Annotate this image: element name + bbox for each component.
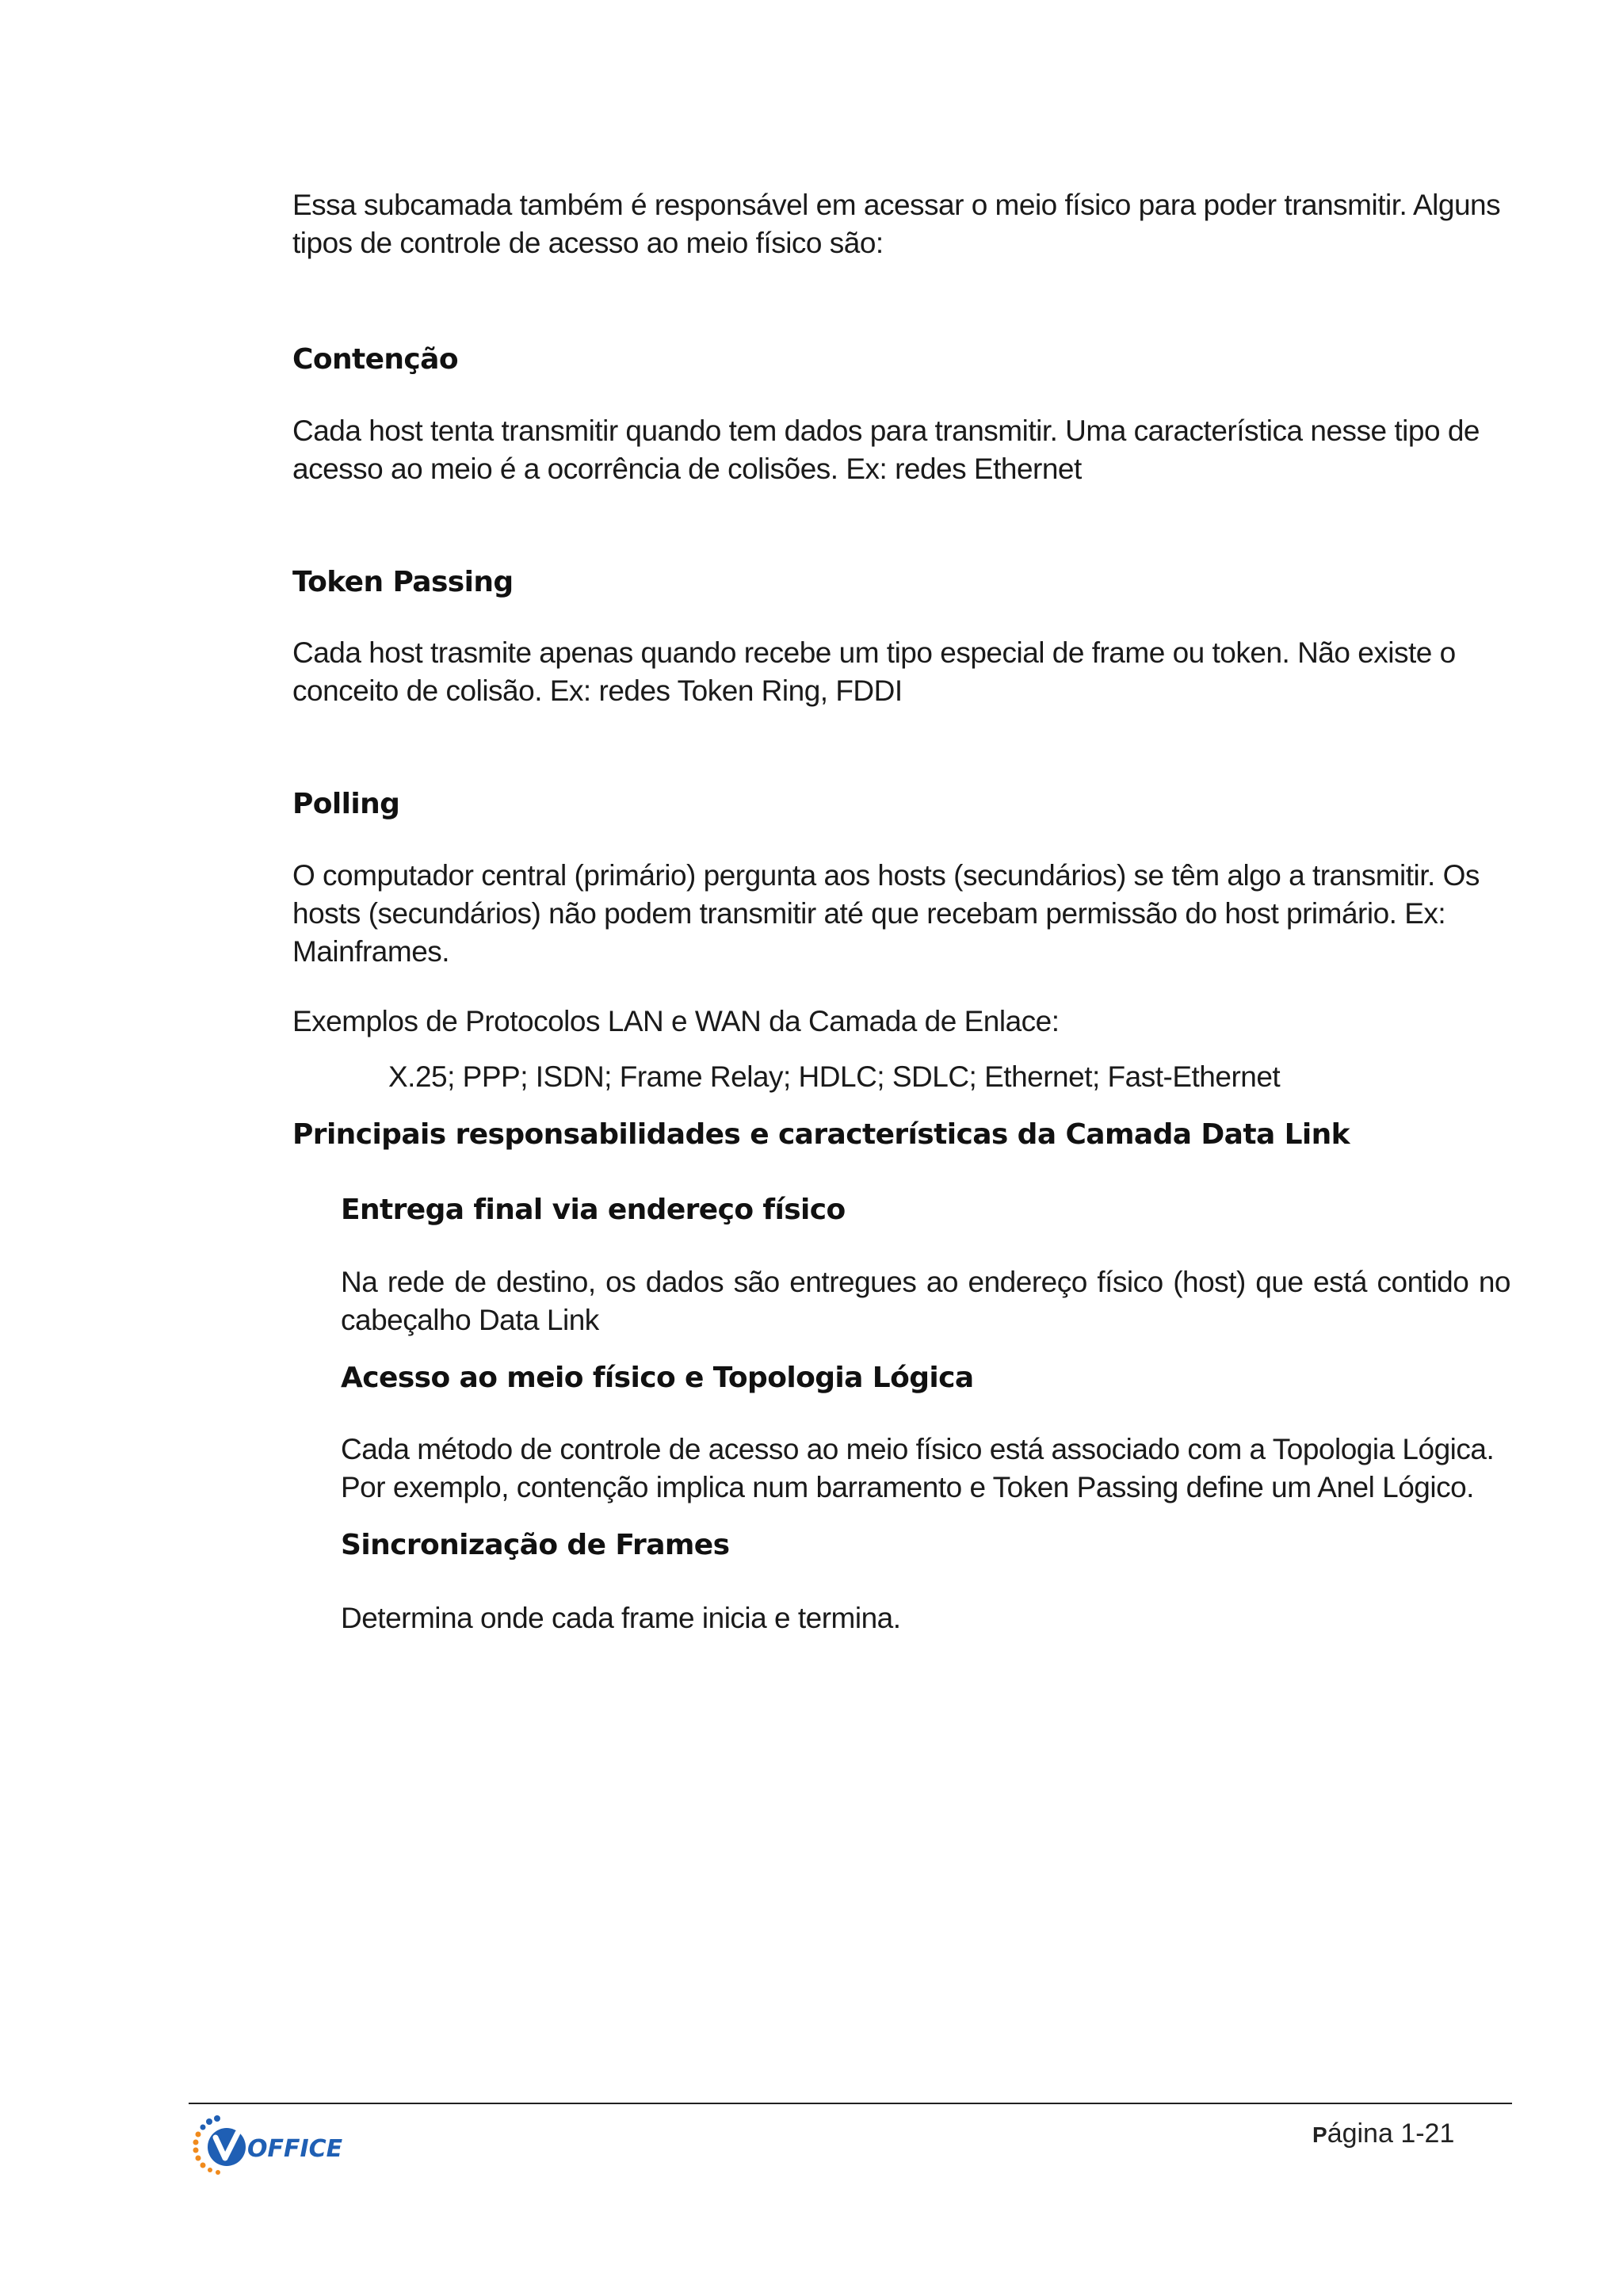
item-body-sincronizacao: Determina onde cada frame inicia e termina. (341, 1602, 901, 1634)
page-number (1312, 2117, 1454, 2152)
intro-paragraph: Essa subcamada também é responsável em acessar o meio físico para poder transmitir. Alguns tipos de controle de acesso ao meio físico são: (292, 189, 1501, 259)
protocol-list: X.25; PPP; ISDN; Frame Relay; HDLC; SDLC; Ethernet; Fast-Ethernet (388, 1060, 1281, 1093)
section-heading-polling: Polling (292, 788, 400, 820)
examples-label: Exemplos de Protocolos LAN e WAN da Camada de Enlace: (292, 1005, 1060, 1037)
item-heading-sincronizacao: Sincronização de Frames (341, 1529, 730, 1561)
item-heading-entrega: Entrega final via endereço físico (341, 1194, 846, 1226)
page-number-letter: P (1312, 2122, 1327, 2147)
section-heading-contencao: Contenção (292, 343, 459, 376)
footer-divider (189, 2103, 1512, 2104)
section-body-token-passing: Cada host trasmite apenas quando recebe um tipo especial de frame ou token. Não existe o conceito de colisão. Ex: redes Token Ring, FDDI (292, 636, 1456, 707)
section-body-contencao: Cada host tenta transmitir quando tem dados para transmitir. Uma característica nesse tipo de acesso ao meio é a ocorrência de colisões. Ex: redes Ethernet (292, 415, 1480, 485)
responsibilities-heading: Principais responsabilidades e características da Camada Data Link (292, 1118, 1350, 1151)
section-body-polling: O computador central (primário) pergunta aos hosts (secundários) se têm algo a transmitir. Os hosts (secundários) não podem transmitir até que recebam permissão do host primário. Ex: Mainframes. (292, 859, 1480, 968)
section-heading-token-passing: Token Passing (292, 566, 514, 598)
item-body-entrega: Na rede de destino, os dados são entregues ao endereço físico (host) que está contido no cabeçalho Data Link (341, 1266, 1510, 1336)
office-logo (189, 2111, 355, 2182)
item-heading-acesso: Acesso ao meio físico e Topologia Lógica (341, 1362, 974, 1394)
logo-wordmark: OFFICE (247, 2135, 343, 2163)
page-number-text: ágina 1-21 (1327, 2118, 1455, 2149)
item-body-acesso: Cada método de controle de acesso ao meio físico está associado com a Topologia Lógica. Por exemplo, contenção implica num barramento e Token Passing define um Anel Lógico. (341, 1433, 1495, 1503)
